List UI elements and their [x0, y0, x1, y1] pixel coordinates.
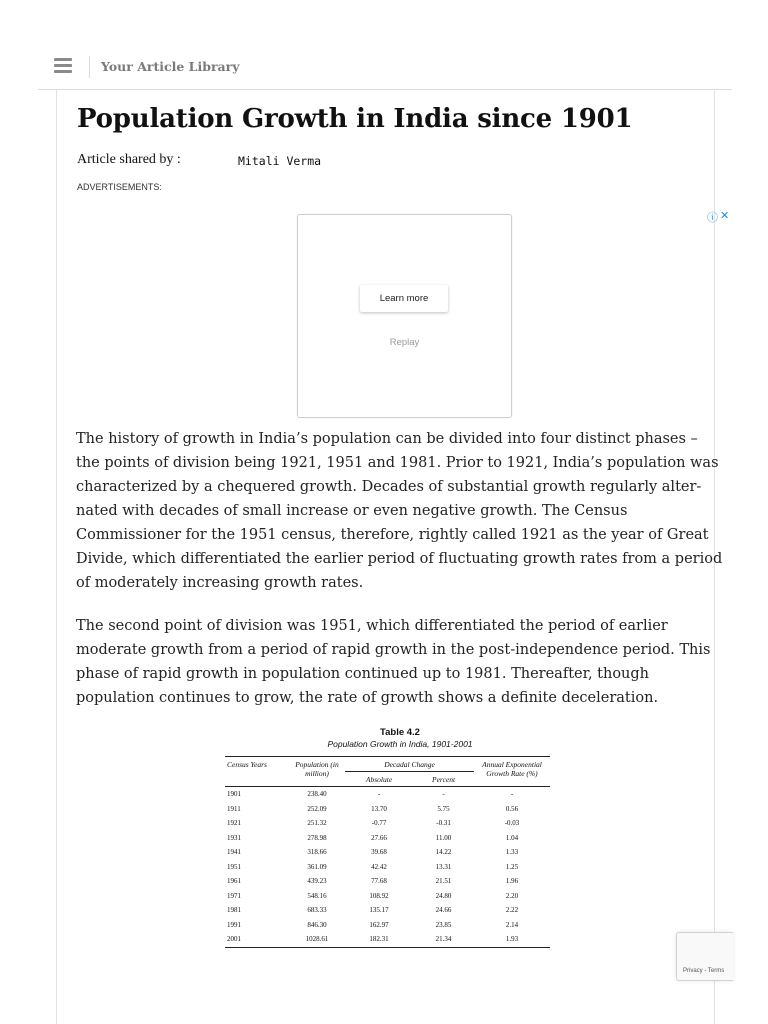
cell-population: 238.40 — [307, 790, 327, 799]
cell-percent: 13.31 — [435, 862, 452, 871]
table-row — [225, 816, 550, 831]
cell-growth-rate: 1.25 — [505, 862, 519, 871]
cell-population: 548.16 — [307, 891, 327, 900]
cell-absolute: 77.68 — [371, 877, 387, 886]
cell-population: 439.23 — [307, 877, 327, 886]
paragraph-line: Commissioner for the 1951 census, therefore, rightly called 1921 as the year of Great — [76, 527, 709, 543]
cell-population: 251.32 — [307, 819, 327, 828]
cell-year: 1991 — [227, 920, 241, 929]
header-annual-rate: Annual Exponential Growth Rate (%) — [474, 757, 550, 787]
cell-population: 846.30 — [307, 920, 327, 929]
advertisements-label: ADVERTISEMENTS: — [77, 182, 162, 192]
cell-growth-rate: 1.33 — [505, 848, 519, 857]
header-absolute: Absolute — [365, 775, 393, 784]
cell-absolute: 108.92 — [369, 891, 389, 900]
paragraph-line: characterized by a chequered growth. Decades of substantial growth regularly alter- — [76, 479, 702, 495]
cell-percent: 24.80 — [435, 891, 452, 900]
cell-percent: 14.22 — [435, 848, 452, 857]
cell-growth-rate: - — [510, 790, 514, 799]
hamburger-menu-icon[interactable] — [54, 58, 72, 74]
header-decadal-change: Decadal Change — [345, 757, 474, 772]
table-row — [225, 889, 550, 904]
cell-percent: 23.85 — [435, 920, 452, 929]
cell-percent: - — [442, 790, 445, 799]
ad-close-icon[interactable]: ✕ — [720, 210, 730, 222]
cell-absolute: 13.70 — [371, 804, 387, 813]
ad-choices — [707, 209, 729, 225]
paragraph-line: phase of rapid growth in population continued up to 1981. Thereafter, though — [76, 666, 650, 682]
cell-population: 1028.61 — [289, 932, 345, 947]
cell-growth-rate: 2.20 — [505, 891, 519, 900]
adchoices-info-icon[interactable]: ⓘ — [707, 212, 718, 224]
cell-growth-rate: 2.22 — [505, 906, 519, 915]
table-row — [225, 903, 550, 918]
cell-year: 1981 — [227, 906, 241, 915]
cell-percent: 24.66 — [435, 906, 452, 915]
cell-growth-rate: 1.93 — [474, 932, 550, 947]
cell-year: 1921 — [227, 819, 241, 828]
table-subtitle: Population Growth in India, 1901-2001 — [327, 739, 473, 749]
paragraph-line: moderate growth from a period of rapid growth in the post-independence period. This — [76, 642, 711, 658]
cell-growth-rate: 0.56 — [505, 804, 519, 813]
paragraph-line: nated with decades of small increase or even negative growth. The Census — [76, 503, 628, 519]
table-row — [225, 860, 550, 875]
recaptcha-badge[interactable] — [676, 932, 733, 981]
cell-percent: 21.34 — [413, 932, 474, 947]
cell-percent: 21.51 — [435, 877, 452, 886]
population-table — [225, 756, 550, 948]
table-title: Table 4.2 — [380, 727, 420, 738]
table-row — [225, 874, 550, 889]
cell-absolute: 162.97 — [369, 920, 389, 929]
cell-population: 361.09 — [307, 862, 327, 871]
header-census-years: Census Years — [225, 757, 289, 787]
header-divider — [89, 56, 90, 78]
cell-year: 1911 — [227, 804, 241, 813]
cell-year: 1931 — [227, 833, 241, 842]
cell-population: 683.33 — [307, 906, 327, 915]
cell-year: 2001 — [225, 932, 289, 947]
byline-label: Article shared by : — [77, 152, 181, 167]
paragraph-line: of moderately increasing growth rates. — [76, 575, 364, 591]
cell-growth-rate: 1.96 — [505, 877, 519, 886]
recaptcha-links[interactable]: Privacy - Terms — [683, 968, 725, 974]
cell-year: 1941 — [227, 848, 241, 857]
paragraph-line: population continues to grow, the rate of growth shows a definite deceleration. — [76, 690, 659, 706]
article-paragraph — [76, 614, 711, 710]
cell-absolute: 27.66 — [371, 833, 387, 842]
cell-population: 252.09 — [307, 804, 327, 813]
table-row — [225, 787, 550, 802]
paragraph-line: the points of division being 1921, 1951 and 1981. Prior to 1921, India’s population was — [76, 455, 719, 471]
article-paragraph — [76, 427, 723, 595]
cell-year: 1901 — [227, 790, 241, 799]
cell-percent: 5.75 — [437, 804, 450, 813]
author-name: Mitali Verma — [238, 154, 322, 168]
table-row — [225, 918, 550, 933]
table-row — [225, 802, 550, 817]
cell-growth-rate: -0.03 — [504, 819, 520, 828]
site-title-link[interactable]: Your Article Library — [101, 59, 240, 74]
population-table-figure — [225, 727, 550, 944]
cell-population: 278.98 — [307, 833, 327, 842]
article-title: Population Growth in India since 1901 — [77, 104, 633, 134]
cell-year: 1971 — [227, 891, 241, 900]
paragraph-line: The second point of division was 1951, which differentiated the period of earlier — [76, 618, 668, 634]
table-row — [225, 845, 550, 860]
ad-banner[interactable] — [297, 214, 512, 418]
cell-growth-rate: 2.14 — [505, 920, 519, 929]
cell-population: 318.66 — [307, 848, 327, 857]
table-row — [225, 831, 550, 846]
cell-growth-rate: 1.04 — [505, 833, 519, 842]
cell-percent: 11.00 — [435, 833, 452, 842]
table-row — [225, 932, 550, 947]
site-header — [38, 44, 732, 90]
cell-absolute: 182.31 — [345, 932, 413, 947]
cell-absolute: - — [377, 790, 381, 799]
cell-absolute: -0.77 — [371, 819, 387, 828]
cell-percent: -0.31 — [436, 819, 451, 828]
paragraph-line: Divide, which differentiated the earlier period of fluctuating growth rates from a period — [76, 551, 723, 567]
replay-button[interactable]: Replay — [389, 337, 420, 348]
cell-year: 1961 — [227, 877, 241, 886]
cell-absolute: 39.68 — [371, 848, 387, 857]
paragraph-line: The history of growth in India’s population can be divided into four distinct phases – — [76, 431, 698, 447]
header-population: Population (in million) — [289, 757, 345, 787]
cell-year: 1951 — [227, 862, 241, 871]
cell-absolute: 42.42 — [371, 862, 387, 871]
cell-absolute: 135.17 — [369, 906, 389, 915]
header-percent: Percent — [432, 775, 456, 784]
learn-more-button[interactable]: Learn more — [360, 285, 448, 312]
